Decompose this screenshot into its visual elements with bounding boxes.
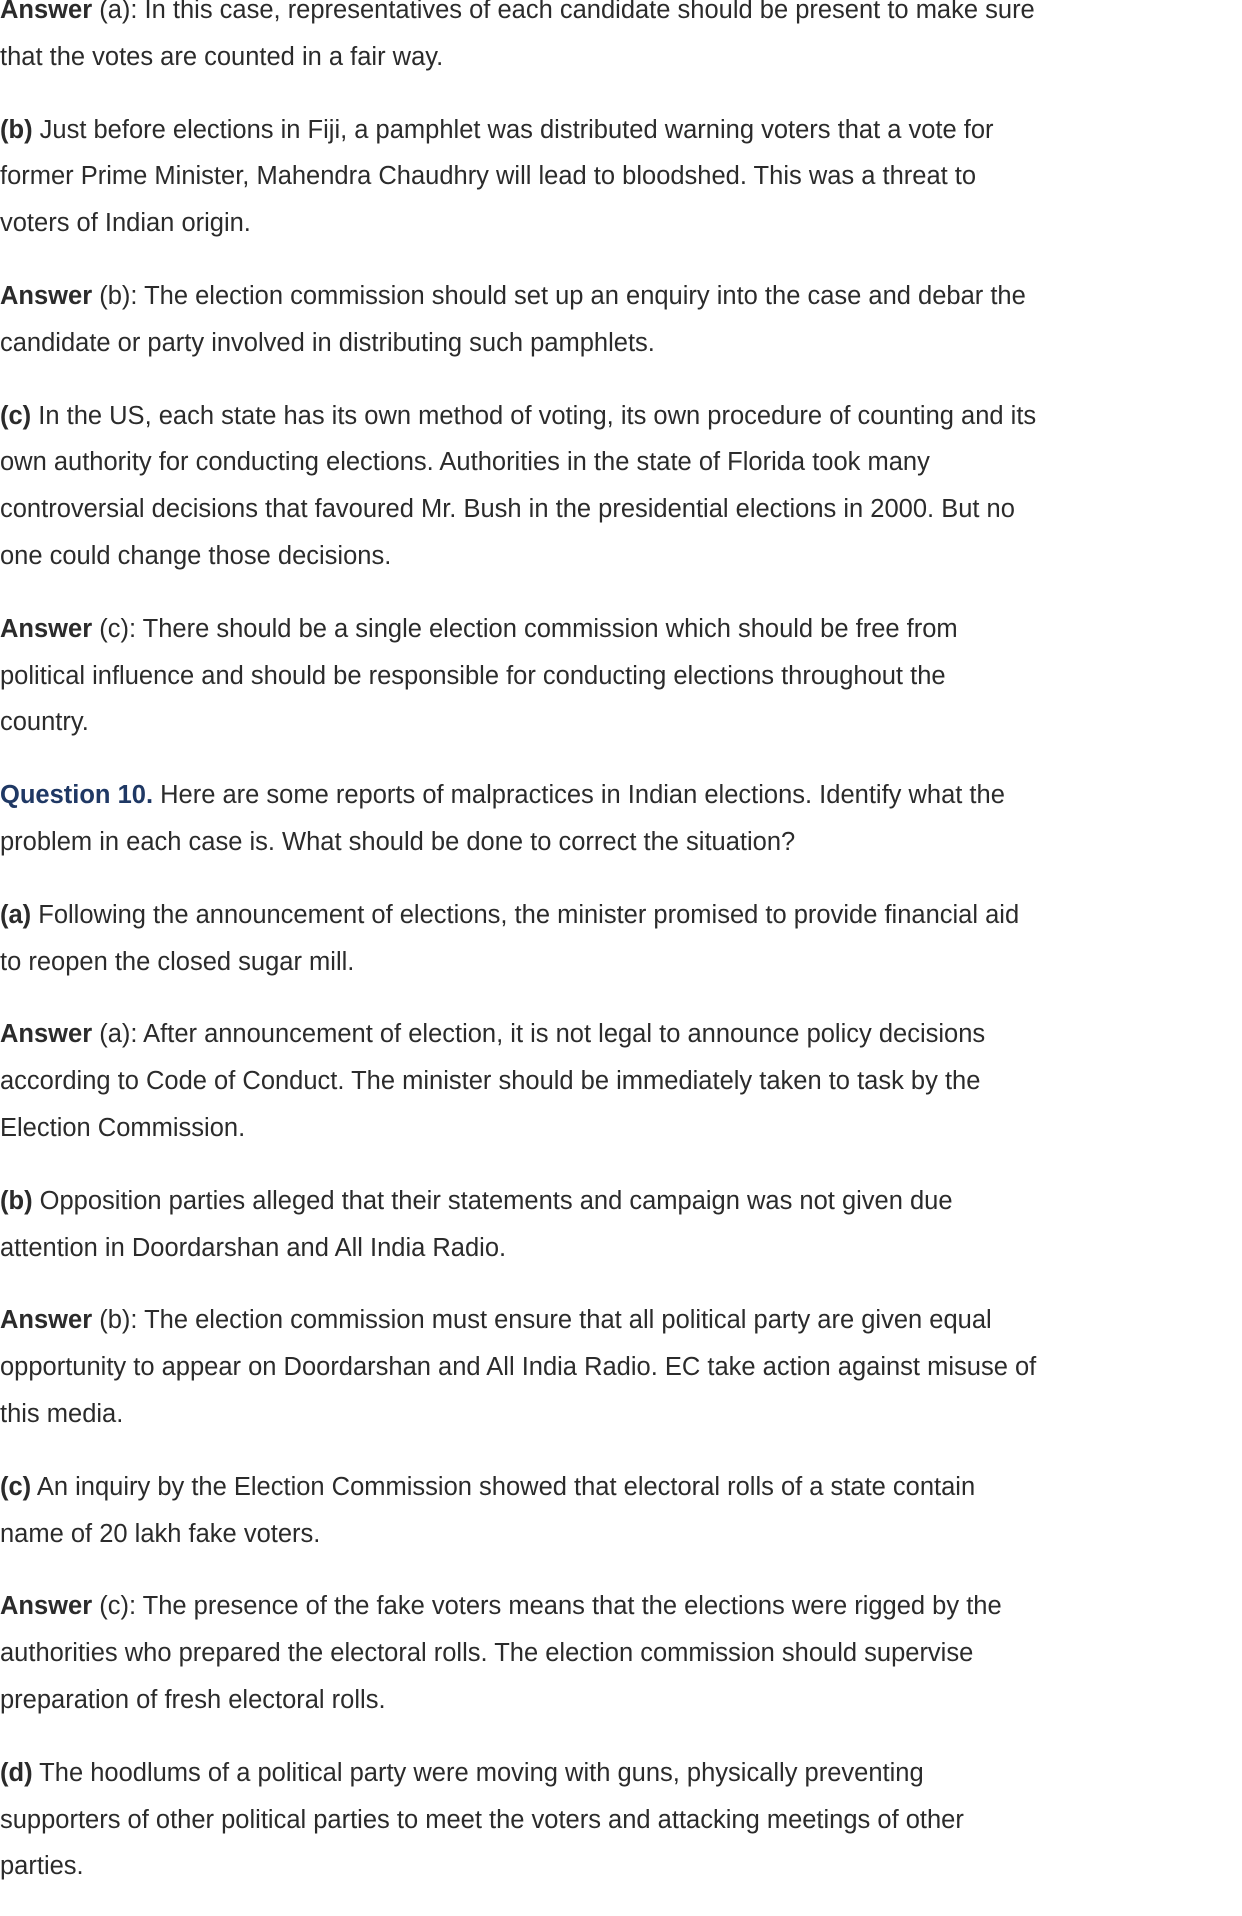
paragraph xyxy=(0,1750,1242,1890)
paragraph xyxy=(0,892,1242,986)
paragraph-label: Answer xyxy=(0,1592,93,1621)
paragraph xyxy=(0,1011,1242,1151)
text-line xyxy=(0,320,1242,367)
line-text: opportunity to appear on Doordarshan and All India Radio. EC take action against misuse of xyxy=(0,1353,1037,1382)
paragraph xyxy=(0,0,1242,81)
line-text: (c): The presence of the fake voters means that the elections were rigged by the xyxy=(92,1592,1002,1621)
paragraph-label: (b) xyxy=(0,115,33,144)
text-line xyxy=(0,1677,1242,1724)
text-line xyxy=(0,1011,1242,1058)
line-text: preparation of fresh electoral rolls. xyxy=(0,1685,386,1714)
line-text: (b): The election commission should set up an enquiry into the case and debar the xyxy=(92,281,1026,310)
line-text: Just before elections in Fiji, a pamphlet was distributed warning voters that a vote for xyxy=(32,115,994,144)
paragraph xyxy=(0,273,1242,367)
text-line xyxy=(0,439,1242,486)
line-text: name of 20 lakh fake voters. xyxy=(0,1519,321,1548)
text-line xyxy=(0,653,1242,700)
paragraph-label: (b) xyxy=(0,1186,33,1215)
line-text: authorities who prepared the electoral rolls. The election commission should supervise xyxy=(0,1639,974,1668)
line-text: Election Commission. xyxy=(0,1113,246,1142)
line-text: An inquiry by the Election Commission showed that electoral rolls of a state contain xyxy=(31,1472,976,1501)
line-text: own authority for conducting elections. Authorities in the state of Florida took many xyxy=(0,448,930,477)
paragraph xyxy=(0,107,1242,247)
text-line xyxy=(0,606,1242,653)
text-line xyxy=(0,1058,1242,1105)
text-line xyxy=(0,1750,1242,1797)
text-line xyxy=(0,486,1242,533)
line-text: In the US, each state has its own method of voting, its own procedure of counting and its xyxy=(31,401,1037,430)
paragraph-label: Answer xyxy=(0,1020,93,1049)
line-text: former Prime Minister, Mahendra Chaudhry will lead to bloodshed. This was a threat to xyxy=(0,162,977,191)
paragraph-label: Answer xyxy=(0,0,93,24)
text-line xyxy=(0,1178,1242,1225)
question-label: Question 10. xyxy=(0,781,154,810)
text-line xyxy=(0,699,1242,746)
text-line xyxy=(0,153,1242,200)
text-line xyxy=(0,1511,1242,1558)
text-line xyxy=(0,0,1242,34)
text-line xyxy=(0,1344,1242,1391)
line-text: The hoodlums of a political party were moving with guns, physically preventing xyxy=(32,1758,924,1787)
text-line xyxy=(0,1297,1242,1344)
line-text: attention in Doordarshan and All India Radio. xyxy=(0,1233,507,1262)
line-text: according to Code of Conduct. The minister should be immediately taken to task by the xyxy=(0,1067,981,1096)
paragraph-label: (a) xyxy=(0,900,32,929)
line-text: controversial decisions that favoured Mr. Bush in the presidential elections in 2000. But no xyxy=(0,495,1015,524)
line-text: political influence and should be responsible for conducting elections throughout the xyxy=(0,661,946,690)
line-text: country. xyxy=(0,708,89,737)
paragraph-label: (d) xyxy=(0,1758,33,1787)
line-text: that the votes are counted in a fair way. xyxy=(0,42,444,71)
line-text: (a): In this case, representatives of each candidate should be present to make sure xyxy=(92,0,1035,24)
text-line xyxy=(0,393,1242,440)
text-line xyxy=(0,772,1242,819)
line-text: Here are some reports of malpractices in Indian elections. Identify what the xyxy=(153,781,1005,810)
line-text: this media. xyxy=(0,1399,124,1428)
text-line xyxy=(0,34,1242,81)
line-text: parties. xyxy=(0,1852,84,1881)
line-text: (a): After announcement of election, it is not legal to announce policy decisions xyxy=(92,1020,986,1049)
text-line xyxy=(0,533,1242,580)
paragraph-label: (c) xyxy=(0,401,32,430)
paragraph xyxy=(0,1464,1242,1558)
paragraph xyxy=(0,606,1242,746)
paragraph xyxy=(0,393,1242,580)
text-line xyxy=(0,1225,1242,1272)
text-line xyxy=(0,819,1242,866)
paragraph-label: Answer xyxy=(0,281,93,310)
line-text: problem in each case is. What should be done to correct the situation? xyxy=(0,827,796,856)
line-text: candidate or party involved in distributing such pamphlets. xyxy=(0,328,655,357)
question-paragraph xyxy=(0,772,1242,866)
text-line xyxy=(0,1797,1242,1844)
line-text: (c): There should be a single election commission which should be free from xyxy=(92,614,958,643)
text-line xyxy=(0,1105,1242,1152)
text-line xyxy=(0,892,1242,939)
text-line xyxy=(0,1464,1242,1511)
text-line xyxy=(0,200,1242,247)
paragraph xyxy=(0,1583,1242,1723)
text-line xyxy=(0,1630,1242,1677)
paragraph xyxy=(0,1297,1242,1437)
line-text: voters of Indian origin. xyxy=(0,209,251,238)
text-line xyxy=(0,1583,1242,1630)
paragraph xyxy=(0,1178,1242,1272)
paragraph-label: Answer xyxy=(0,614,93,643)
line-text: supporters of other political parties to meet the voters and attacking meetings of other xyxy=(0,1805,964,1834)
paragraph-label: (c) xyxy=(0,1472,32,1501)
text-line xyxy=(0,1843,1242,1890)
line-text: Opposition parties alleged that their statements and campaign was not given due xyxy=(32,1186,953,1215)
text-line xyxy=(0,107,1242,154)
line-text: Following the announcement of elections, the minister promised to provide financial aid xyxy=(31,900,1020,929)
line-text: to reopen the closed sugar mill. xyxy=(0,947,355,976)
text-line xyxy=(0,273,1242,320)
text-line xyxy=(0,1391,1242,1438)
text-line xyxy=(0,939,1242,986)
paragraph-label: Answer xyxy=(0,1306,93,1335)
line-text: (b): The election commission must ensure that all political party are given equal xyxy=(92,1306,992,1335)
line-text: one could change those decisions. xyxy=(0,541,392,570)
